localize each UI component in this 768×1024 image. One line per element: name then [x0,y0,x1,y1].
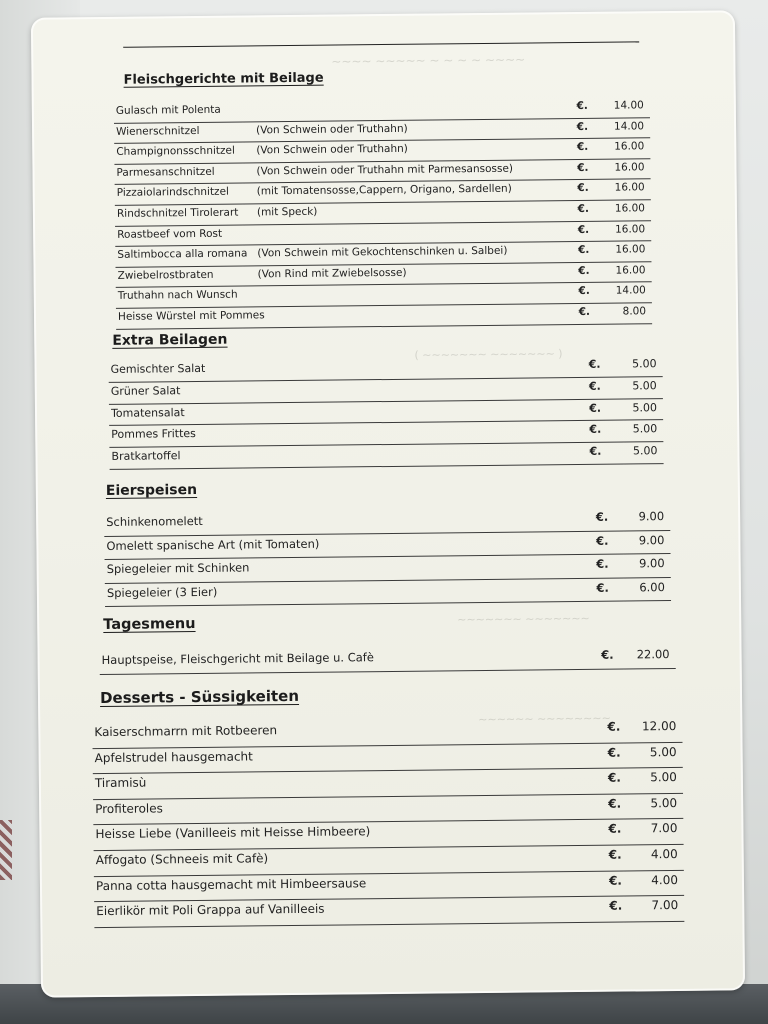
dish-name: Schinkenomelett [106,513,203,529]
currency-symbol: €. [607,745,621,760]
dish-price: 16.00 [615,264,646,277]
dish-price: 6.00 [639,579,665,594]
currency-symbol: €. [577,202,589,215]
dish-price: 5.00 [649,744,677,759]
dish-name: Apfelstrudel hausgemacht [94,749,253,765]
show-through-text: ( ~~~~~~~ ~~~~~~~ ) [414,347,563,362]
currency-symbol: €. [588,357,601,371]
currency-symbol: €. [608,847,622,862]
section-title: Eierspeisen [105,481,198,499]
currency-symbol: €. [576,120,589,133]
dish-name: Affogato (Schneeis mit Cafè) [95,851,269,868]
dish-price: 5.00 [650,795,678,811]
show-through-text: ~~~~~~ ~~~~~~~~ [478,711,611,727]
dish-description: (mit Tomatensosse,Cappern, Origano, Sardellen) [256,183,512,198]
dish-price: 5.00 [650,770,677,785]
dish-description: (mit Speck) [256,205,318,219]
menu-content [75,41,688,957]
dish-price: 16.00 [614,181,645,194]
dish-name: Pommes Frittes [111,427,196,442]
dish-name: Spiegeleier mit Schinken [106,560,250,576]
dish-price: 5.00 [631,357,657,371]
dish-name: Omelett spanische Art (mit Tomaten) [106,536,320,553]
dish-price: 5.00 [632,378,657,393]
currency-symbol: €. [589,444,602,459]
dish-price: 8.00 [622,305,647,318]
dish-name: Bratkartoffel [111,449,181,464]
currency-symbol: €. [596,556,609,571]
currency-symbol: €. [578,285,590,298]
dish-description: (Von Schwein oder Truthahn) [256,122,408,136]
menu-sheet [31,10,745,997]
dish-description: (Von Rind mit Zwiebelsosse) [257,266,407,281]
dish-price: 4.00 [651,872,679,887]
dish-name: Truthahn nach Wunsch [117,288,238,303]
dish-name: Roastbeef vom Rost [117,227,223,241]
dish-name: Kaiserschmarrn mit Rotbeeren [94,723,278,740]
currency-symbol: €. [596,580,609,595]
currency-symbol: €. [577,161,589,174]
dish-name: Profiteroles [95,801,163,816]
dish-price: 9.00 [638,532,665,547]
menu-item-row [105,578,671,607]
napkin-corner [0,820,12,880]
dish-price: 22.00 [636,647,670,662]
dish-name: Parmesanschnitzel [116,165,215,179]
menu-item-row [94,896,684,928]
dish-name: Grüner Salat [110,383,181,398]
dish-price: 12.00 [641,718,677,734]
dish-name: Saltimbocca alla romana [117,247,248,262]
dish-name: Eierlikör mit Poli Grappa auf Vanilleeis [96,901,325,919]
currency-symbol: €. [577,182,589,195]
currency-symbol: €. [577,244,590,257]
currency-symbol: €. [608,821,622,837]
dish-name: Panna cotta hausgemacht mit Himbeersause [95,875,367,893]
dish-description: (Von Schwein oder Truthahn mit Parmesansosse) [256,162,514,178]
menu-item-row [100,645,676,675]
section-title: Tagesmenu [103,616,196,633]
currency-symbol: €. [589,423,602,437]
dish-name: Zwiebelrostbraten [117,268,214,282]
dish-description: (Von Schwein oder Truthahn) [256,142,408,157]
menu-item-row [116,303,652,329]
dish-name: Spiegeleier (3 Eier) [106,584,218,600]
dish-price: 14.00 [613,119,645,133]
currency-symbol: €. [588,379,601,393]
dish-price: 9.00 [638,556,665,571]
dish-name: Tomatensalat [110,405,185,420]
currency-symbol: €. [607,770,621,785]
dish-price: 5.00 [632,422,658,436]
currency-symbol: €. [576,141,589,154]
section-title: Desserts - Süssigkeiten [99,686,300,708]
currency-symbol: €. [601,647,614,662]
dish-name: Tiramisù [94,775,147,791]
dish-price: 7.00 [651,898,679,913]
dish-price: 16.00 [614,161,645,174]
currency-symbol: €. [595,533,609,548]
dish-name: Rindschnitzel Tirolerart [116,206,239,220]
currency-symbol: €. [578,305,591,318]
currency-symbol: €. [609,898,623,913]
dish-price: 16.00 [615,222,646,236]
section-title: Fleischgerichte mit Beilage [123,70,324,88]
currency-symbol: €. [578,264,590,277]
dish-name: Champignonsschnitzel [116,144,235,159]
dish-price: 7.00 [650,821,678,836]
currency-symbol: €. [608,796,622,811]
dish-name: Wienerschnitzel [116,124,200,138]
dish-name: Heisse Würstel mit Pommes [117,309,265,323]
dish-price: 16.00 [615,243,646,256]
currency-symbol: €. [595,509,609,524]
dish-price: 4.00 [650,846,678,862]
currency-symbol: €. [589,401,602,415]
dish-price: 16.00 [614,202,645,215]
menu-item-row [109,442,663,470]
section-title: Extra Beilagen [112,331,228,349]
dish-price: 9.00 [638,509,665,524]
dish-price: 16.00 [614,140,645,153]
dish-price: 14.00 [613,99,644,112]
currency-symbol: €. [607,719,621,734]
currency-symbol: €. [576,99,588,113]
dish-price: 5.00 [632,400,658,415]
dish-description: (Von Schwein mit Gekochtenschinken u. Salbei) [257,244,508,260]
show-through-text: ~~~~~~~ ~~~~~~~ [457,611,590,627]
currency-symbol: €. [577,223,590,236]
dish-name: Gemischter Salat [110,361,206,376]
currency-symbol: €. [608,873,623,888]
dish-name: Gulasch mit Polenta [115,103,221,117]
show-through-text: ~~~~ ~~~~~ ~ ~ ~ ~ ~~~~ [331,52,526,69]
dish-name: Pizzaiolarindschnitzel [116,186,229,200]
dish-price: 14.00 [615,284,646,297]
top-divider [123,41,639,47]
dish-name: Heisse Liebe (Vanilleeis mit Heisse Himbeere) [95,824,371,842]
dish-name: Hauptspeise, Fleischgericht mit Beilage u. Cafè [101,650,374,668]
dish-price: 5.00 [632,444,658,458]
